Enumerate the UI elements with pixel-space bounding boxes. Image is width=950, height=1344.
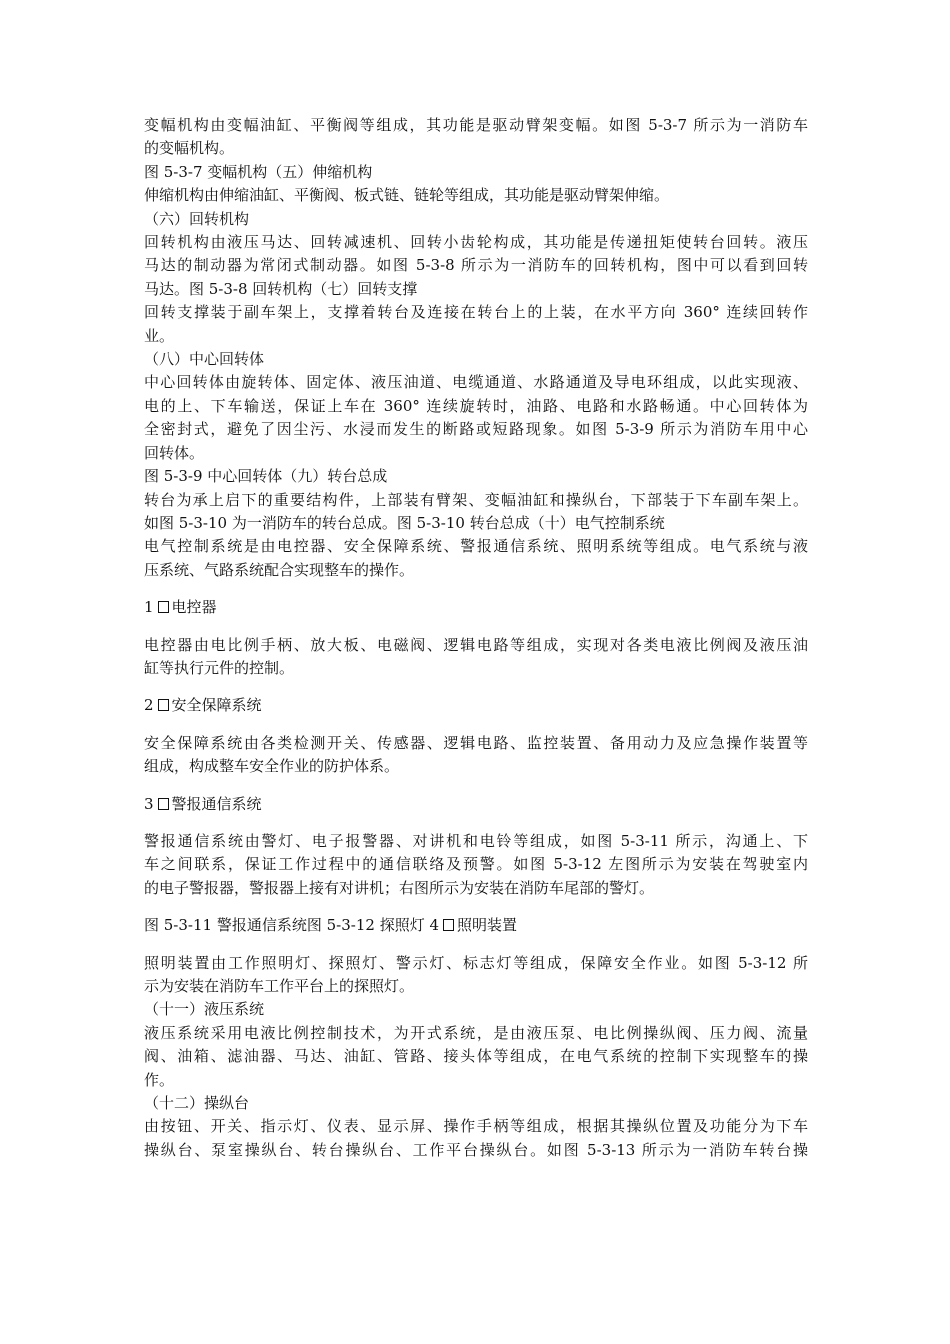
text-line: 缸等执行元件的控制。 (144, 658, 295, 677)
figure-caption: 图 5-3-7 变幅机构（五）伸缩机构 (144, 162, 373, 181)
text-line: 如图 5-3-10 为一消防车的转台总成。图 5-3-10 转台总成（十）电气控制系统 (144, 513, 665, 532)
box-glyph-icon (158, 798, 169, 810)
subsection-heading (144, 596, 808, 619)
text-line: 组成，构成整车安全作业的防护体系。 (144, 757, 400, 776)
text-line: 的电子警报器，警报器上接有对讲机；右图所示为安装在消防车尾部的警灯。 (144, 878, 655, 897)
text-line: 马达。图 5-3-8 回转机构（七）回转支撑 (144, 279, 418, 298)
text-line: 的变幅机构。 (144, 139, 235, 158)
text-line: 警报通信系统由警灯、电子报警器、对讲机和电铃等组成，如图 5-3-11 所示，沟通上、下 (144, 831, 808, 850)
text-line: 回转支撑装于副车架上，支撑着转台及连接在转台上的上装，在水平方向 360° 连续回转作 (144, 303, 808, 322)
box-glyph-icon (158, 699, 169, 711)
section-heading: （十一）液压系统 (144, 1000, 265, 1019)
figure-caption: 图 5-3-9 中心回转体（九）转台总成 (144, 467, 388, 486)
subsection-number: 2 (144, 696, 154, 715)
text-line: 液压系统采用电液比例控制技术，为开式系统，是由液压泵、电比例操纵阀、压力阀、流量 (144, 1023, 808, 1042)
text-line: 转台为承上启下的重要结构件，上部装有臂架、变幅油缸和操纵台，下部装于下车副车架上。 (144, 490, 808, 509)
text-line: 变幅机构由变幅油缸、平衡阀等组成，其功能是驱动臂架变幅。如图 5-3-7 所示为一消防车 (144, 116, 808, 134)
subsection-heading (144, 694, 808, 717)
figure-caption-text: 图 5-3-11 警报通信系统图 5-3-12 探照灯 4 (144, 916, 440, 935)
text-line: 回转机构由液压马达、回转减速机、回转小齿轮构成，其功能是传递扭矩使转台回转。液压 (144, 233, 808, 252)
subsection-number: 3 (144, 794, 154, 813)
section-heading: （八）中心回转体 (144, 350, 265, 369)
subsection-title: 电控器 (171, 598, 217, 617)
box-glyph-icon (443, 919, 454, 931)
text-line: 车之间联系，保证工作过程中的通信联络及预警。如图 5-3-12 左图所示为安装在驾驶室内 (144, 855, 808, 874)
text-line: 由按钮、开关、指示灯、仪表、显示屏、操作手柄等组成，根据其操纵位置及功能分为下车 (144, 1117, 808, 1136)
box-glyph-icon (158, 601, 169, 613)
text-line: 阀、油箱、滤油器、马达、油缸、管路、接头体等组成，在电气系统的控制下实现整车的操 (144, 1047, 808, 1066)
figure-caption (144, 914, 808, 937)
section-heading: （六）回转机构 (144, 209, 250, 228)
text-line: 马达的制动器为常闭式制动器。如图 5-3-8 所示为一消防车的回转机构，图中可以看到回转 (144, 256, 808, 275)
text-line: 示为安装在消防车工作平台上的探照灯。 (144, 977, 415, 995)
document-body (144, 114, 808, 1162)
subsection-title: 安全保障系统 (171, 696, 262, 715)
text-line: 回转体。 (144, 443, 205, 462)
text-line: 操纵台、泵室操纵台、转台操纵台、工作平台操纵台。如图 5-3-13 所示为一消防车转台操 (144, 1140, 808, 1159)
text-line: 全密封式，避免了因尘污、水浸而发生的断路或短路现象。如图 5-3-9 所示为消防车用中心 (144, 420, 808, 439)
text-line: 电气控制系统是由电控器、安全保障系统、警报通信系统、照明系统等组成。电气系统与液 (144, 537, 808, 556)
subsection-number: 1 (144, 598, 154, 617)
subsection-title: 照明装置 (457, 916, 518, 935)
text-line: 安全保障系统由各类检测开关、传感器、逻辑电路、监控装置、备用动力及应急操作装置等 (144, 733, 808, 752)
text-line: 电的上、下车输送，保证上车在 360° 连续旋转时，油路、电路和水路畅通。中心回转体为 (144, 396, 808, 415)
text-line: 中心回转体由旋转体、固定体、液压油道、电缆通道、水路通道及导电环组成，以此实现液、 (144, 373, 808, 392)
text-line: 电控器由电比例手柄、放大板、电磁阀、逻辑电路等组成，实现对各类电液比例阀及液压油 (144, 635, 808, 654)
section-heading: （十二）操纵台 (144, 1094, 250, 1113)
text-line: 业。 (144, 326, 175, 345)
subsection-title: 警报通信系统 (171, 794, 262, 813)
text-line: 压系统、气路系统配合实现整车的操作。 (144, 560, 415, 579)
text-line: 照明装置由工作照明灯、探照灯、警示灯、标志灯等组成，保障安全作业。如图 5-3-12 所 (144, 953, 808, 972)
text-line: 伸缩机构由伸缩油缸、平衡阀、板式链、链轮等组成，其功能是驱动臂架伸缩。 (144, 186, 670, 205)
subsection-heading (144, 793, 808, 816)
text-line: 作。 (144, 1070, 175, 1089)
